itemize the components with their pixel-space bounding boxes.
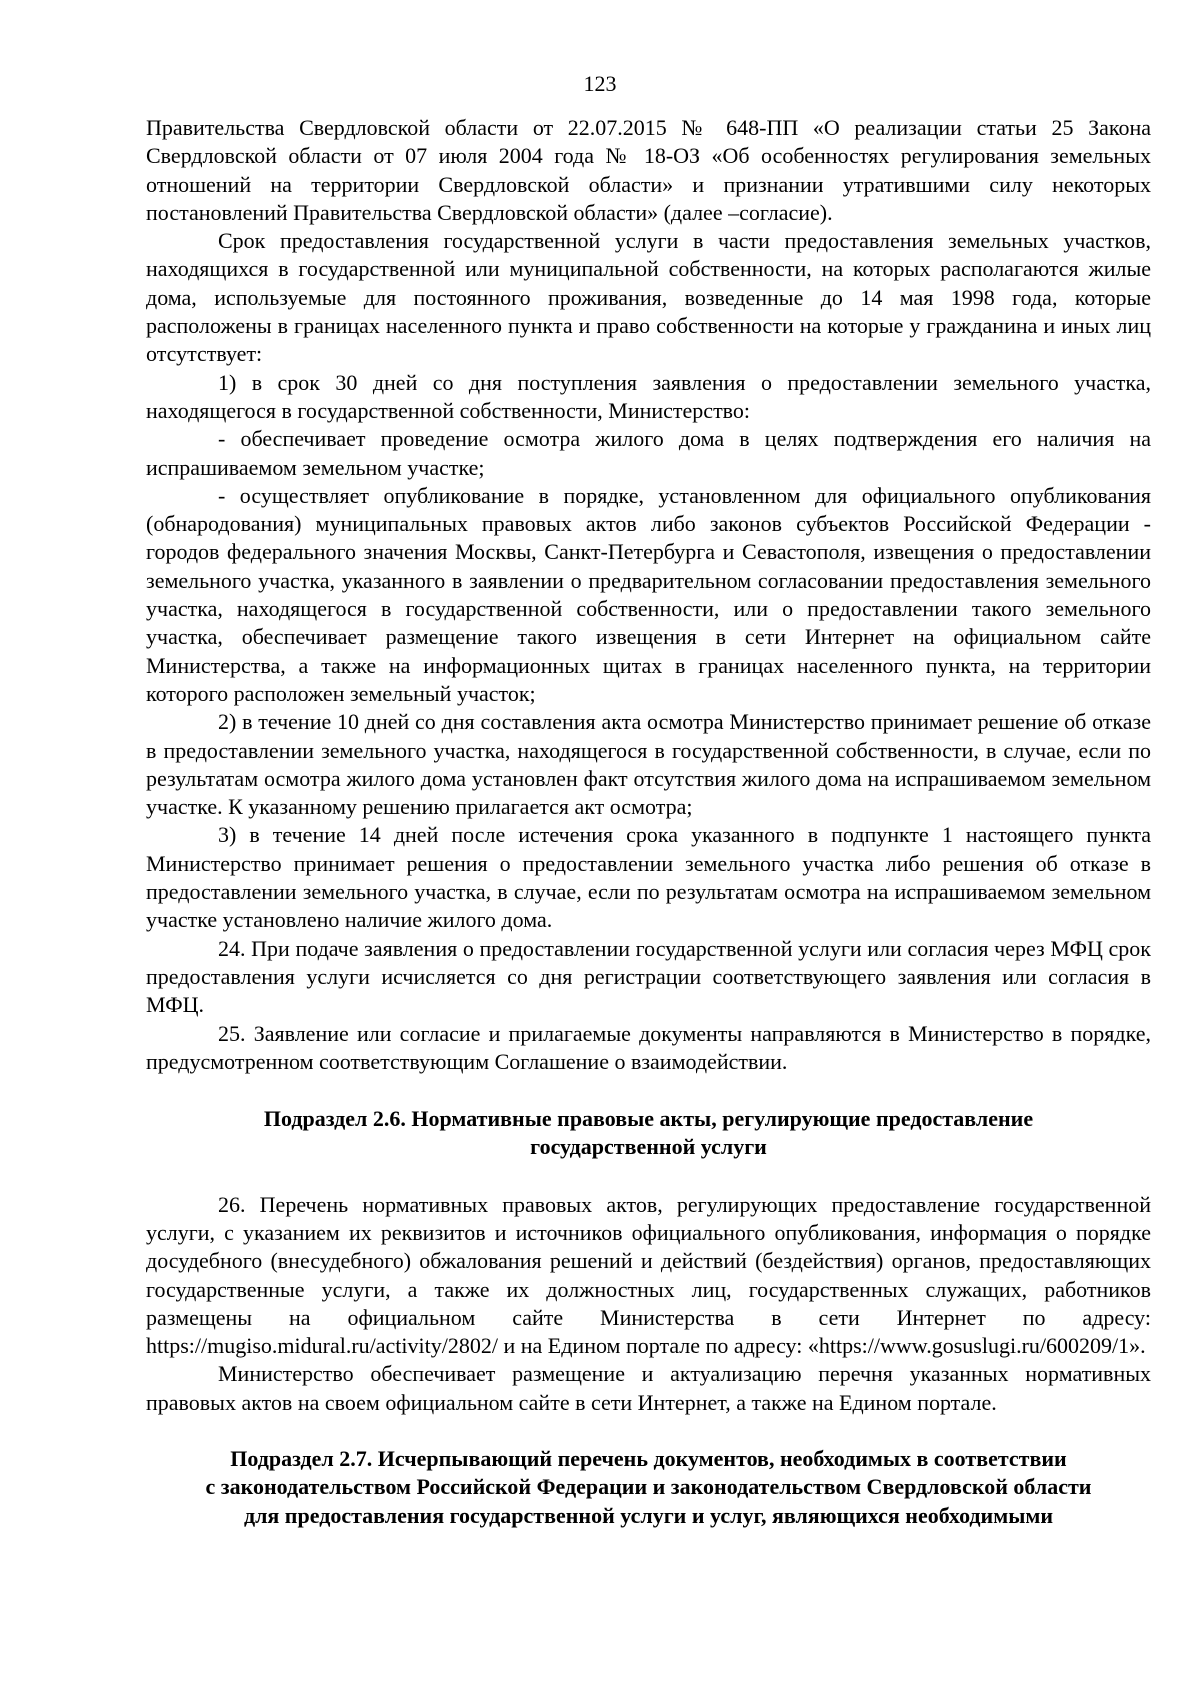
heading-line: с законодательством Российской Федерации и законодательством Свердловской области — [205, 1474, 1092, 1500]
paragraph-ministry-duty: Министерство обеспечивает размещение и актуализацию перечня указанных нормативных правовых актов на своем официальном сайте в сети Интернет, а также на Едином портале. — [146, 1361, 1151, 1415]
paragraph-item-1: 1) в срок 30 дней со дня поступления заявления о предоставлении земельного участка, находящегося в государственной собственности, Министерство: — [146, 369, 1151, 423]
paragraph-continuation: Правительства Свердловской области от 22.07.2015 № 648-ПП «О реализации статьи 25 Закона Свердловской области от 07 июля 2004 года № 18-ОЗ «Об особенностях регулирования земельных отношений на территории Свердловской области» и признании утратившими силу некоторых постановлений Правительства Свердловской области» (далее –согласие). — [146, 115, 1151, 225]
page-number: 123 — [583, 71, 617, 96]
paragraph-item-2: 2) в течение 10 дней со дня составления акта осмотра Министерство принимает решение об отказе в предоставлении земельного участка, находящегося в государственной собственности, в случае, если по результатам осмотра жилого дома установлен факт отсутствия жилого дома на испрашиваемом земельном участке. К указанному решению прилагается акт осмотра; — [146, 709, 1151, 820]
paragraph-item-1-dash-2: - осуществляет опубликование в порядке, установленном для официального опубликования (обнародования) муниципальных правовых актов либо законов субъектов Российской Федерации - городов федерального значения Москвы, Санкт-Петербурга и Севастополя, извещения о предоставлении земельного участка, указанного в заявлении о предварительном согласовании предоставления земельного участка, находящегося в государственной собственности, или о предоставлении такого земельного участка, обеспечивает размещение такого извещения в сети Интернет на официальном сайте Министерства, а также на информационных щитах в границах населенного пункта, на территории которого расположен земельный участок; — [146, 482, 1151, 706]
heading-line: Подраздел 2.7. Исчерпывающий перечень документов, необходимых в соответствии — [230, 1446, 1067, 1472]
heading-line: Подраздел 2.6. Нормативные правовые акты, регулирующие предоставление — [263, 1106, 1034, 1132]
paragraph-item-3: 3) в течение 14 дней после истечения срока указанного в подпункте 1 настоящего пункта Министерство принимает решения о предоставлении земельного участка либо решения об отказе в предоставлении земельного участка, в случае, если по результатам осмотра на испрашиваемом земельном участке установлено наличие жилого дома. — [146, 822, 1151, 933]
heading-line: государственной услуги — [530, 1134, 767, 1160]
document-body — [146, 114, 1151, 1530]
paragraph-clause-24: 24. При подаче заявления о предоставлении государственной услуги или согласия через МФЦ срок предоставления услуги исчисляется со дня регистрации соответствующего заявления или согласия в МФЦ. — [146, 935, 1151, 1018]
heading-line: для предоставления государственной услуги и услуг, являющихся необходимыми — [243, 1502, 1054, 1528]
paragraph-clause-26: 26. Перечень нормативных правовых актов, регулирующих предоставление государственной услуги, с указанием их реквизитов и источников официального опубликования, информация о порядке досудебного (внесудебного) обжалования решений и действий (бездействия) органов, предоставляющих государственные услуги, а также их должностных лиц, государственных служащих, работников размещены на официальном сайте Министерства в сети Интернет по адресу: https://mugiso.midural.ru/activity/2802/ и на Едином портале по адресу: «https://www.gosuslugi.ru/600209/1». — [146, 1191, 1151, 1359]
section-heading-2-6 — [146, 1105, 1151, 1162]
section-heading-2-7 — [146, 1445, 1151, 1530]
paragraph-service-term: Срок предоставления государственной услуги в части предоставления земельных участков, находящихся в государственной или муниципальной собственности, на которых располагаются жилые дома, используемые для постоянного проживания, возведенные до 14 мая 1998 года, которые расположены в границах населенного пункта и право собственности на которые у гражданина и иных лиц отсутствует: — [146, 228, 1151, 367]
paragraph-item-1-dash-1: - обеспечивает проведение осмотра жилого дома в целях подтверждения его наличия на испрашиваемом земельном участке; — [146, 426, 1151, 480]
paragraph-clause-25: 25. Заявление или согласие и прилагаемые документы направляются в Министерство в порядке, предусмотренном соответствующим Соглашение о взаимодействии. — [146, 1020, 1151, 1074]
